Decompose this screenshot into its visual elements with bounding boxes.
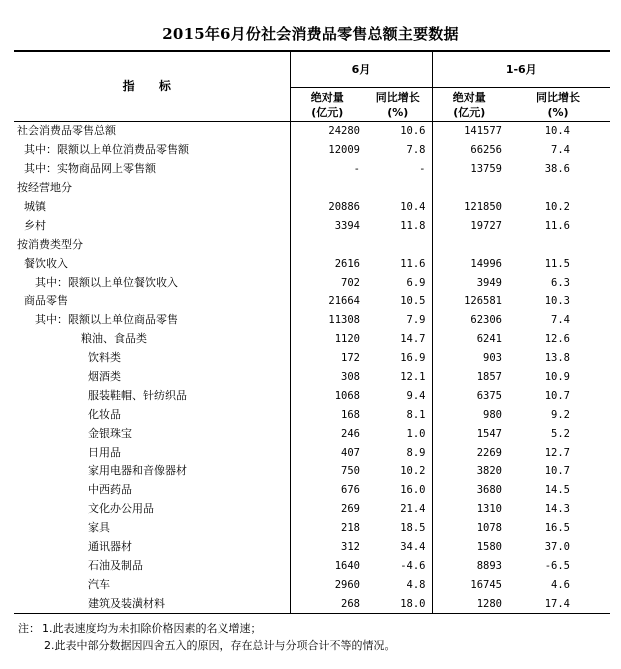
june-value-cell: 24280 — [328, 125, 360, 138]
h1-growth-cell — [506, 179, 610, 198]
june-value-cell: 3394 — [334, 219, 360, 232]
row-label: 按消费类型分 — [14, 235, 290, 254]
row-label: 化妆品 — [14, 405, 290, 424]
h1-growth-cell: -6.5 — [544, 559, 570, 572]
table-row — [14, 594, 610, 613]
june-growth-cell: 4.8 — [364, 575, 432, 594]
table-row — [14, 179, 610, 198]
table-row — [14, 273, 610, 292]
row-label: 商品零售 — [14, 292, 290, 311]
header-line-unit: (亿元) — [453, 105, 486, 119]
june-growth-cell: 10.5 — [364, 292, 432, 311]
june-growth-cell: 11.6 — [364, 254, 432, 273]
june-value-cell — [290, 179, 364, 198]
h1-value-cell: 1310 — [476, 503, 502, 516]
row-label: 家用电器和音像器材 — [14, 462, 290, 481]
h1-value-cell: 62306 — [470, 314, 502, 327]
h1-value-cell: 126581 — [464, 295, 502, 308]
june-growth-cell: 6.9 — [364, 273, 432, 292]
june-growth-cell: 10.2 — [364, 462, 432, 481]
h1-value-cell: 16745 — [470, 578, 502, 591]
june-value-cell: 20886 — [328, 201, 360, 213]
june-growth-header — [364, 88, 432, 122]
table-row — [14, 292, 610, 311]
table-body — [14, 122, 610, 614]
june-growth-cell: 10.4 — [364, 198, 432, 217]
h1-value-cell: 13759 — [470, 163, 502, 176]
h1-growth-cell: 12.6 — [544, 333, 570, 346]
h1-growth-cell: 11.6 — [544, 219, 570, 232]
table-row — [14, 330, 610, 349]
june-growth-cell: 7.8 — [364, 141, 432, 160]
june-value-cell: 12009 — [328, 144, 360, 157]
june-growth-cell: 9.4 — [364, 386, 432, 405]
row-label: 其中：限额以上单位消费品零售额 — [14, 141, 290, 160]
table-row — [14, 349, 610, 368]
row-label: 其中：实物商品网上零售额 — [14, 160, 290, 179]
h1-value-cell: 3949 — [476, 276, 502, 289]
h1-value-cell: 2269 — [476, 446, 502, 459]
h1-value-cell: 1078 — [476, 522, 502, 535]
footnote-1 — [16, 620, 396, 637]
table-row — [14, 216, 610, 235]
h1-growth-cell: 10.2 — [544, 201, 570, 213]
h1-growth-cell: 7.4 — [551, 314, 570, 327]
header-line-unit: (%) — [547, 105, 569, 119]
june-growth-cell: 16.0 — [364, 481, 432, 500]
h1-growth-cell: 9.2 — [551, 408, 570, 421]
header-line-unit: (%) — [387, 105, 409, 119]
header-line-unit: (亿元) — [311, 105, 344, 119]
h1-growth-cell: 10.3 — [544, 295, 570, 308]
row-label: 烟酒类 — [14, 368, 290, 387]
h1-value-cell: 3820 — [476, 465, 502, 478]
footnote-prefix: 注： — [18, 622, 40, 635]
h1-growth-cell: 4.6 — [551, 578, 570, 591]
h1-value-cell — [432, 235, 506, 254]
h1-growth-cell: 14.5 — [544, 484, 570, 497]
header-line-main: 绝对量 — [452, 90, 486, 104]
june-value-cell: 172 — [341, 352, 360, 365]
row-label: 城镇 — [14, 198, 290, 217]
h1-value-cell: 19727 — [470, 219, 502, 232]
h1-growth-cell: 13.8 — [544, 352, 570, 365]
june-value-cell: 2960 — [334, 578, 360, 591]
table-row — [14, 575, 610, 594]
june-value-cell: 168 — [341, 408, 360, 421]
h1-value-cell — [432, 179, 506, 198]
h1-value-cell: 141577 — [464, 125, 502, 138]
h1-growth-cell: 14.3 — [544, 503, 570, 516]
table-row — [14, 386, 610, 405]
june-value-cell: 246 — [341, 427, 360, 440]
header-line-main: 绝对量 — [310, 90, 344, 104]
h1-growth-cell: 10.7 — [544, 389, 570, 402]
h1-value-cell: 1580 — [476, 541, 502, 554]
table-row — [14, 122, 610, 141]
h1-growth-cell: 38.6 — [544, 163, 570, 176]
row-label: 金银珠宝 — [14, 424, 290, 443]
june-value-cell — [290, 235, 364, 254]
table-row — [14, 462, 610, 481]
h1-value-cell: 1547 — [476, 427, 502, 440]
h1-value-header — [432, 88, 506, 122]
row-label: 按经营地分 — [14, 179, 290, 198]
june-growth-cell: 12.1 — [364, 368, 432, 387]
june-growth-cell: 18.0 — [364, 594, 432, 613]
h1-value-cell: 8893 — [476, 559, 502, 572]
row-label: 其中：限额以上单位商品零售 — [14, 311, 290, 330]
june-growth-cell — [364, 235, 432, 254]
june-growth-cell: 14.7 — [364, 330, 432, 349]
table-row — [14, 556, 610, 575]
table-row — [14, 443, 610, 462]
table-row — [14, 368, 610, 387]
june-growth-cell: 16.9 — [364, 349, 432, 368]
h1-value-cell: 66256 — [470, 144, 502, 157]
table-row — [14, 198, 610, 217]
h1-value-cell: 1280 — [432, 594, 506, 613]
h1-growth-cell: 10.7 — [544, 465, 570, 478]
h1-group-header: 1-6月 — [432, 51, 610, 88]
june-value-cell: 11308 — [328, 314, 360, 327]
h1-growth-cell: 17.4 — [506, 594, 610, 613]
june-group-header: 6月 — [290, 51, 432, 88]
h1-growth-cell: 6.3 — [551, 276, 570, 289]
table-row — [14, 311, 610, 330]
h1-value-cell: 903 — [483, 352, 502, 365]
row-label: 通讯器材 — [14, 538, 290, 557]
june-growth-cell: - — [364, 160, 432, 179]
row-label: 乡村 — [14, 216, 290, 235]
row-label: 文化办公用品 — [14, 500, 290, 519]
footnote-2: 2.此表中部分数据因四舍五入的原因，存在总计与分项合计不等的情况。 — [44, 639, 396, 652]
h1-value-cell: 1857 — [476, 371, 502, 384]
h1-value-cell: 980 — [483, 408, 502, 421]
june-value-cell: 269 — [341, 503, 360, 516]
row-label: 汽车 — [14, 575, 290, 594]
h1-growth-cell: 11.5 — [544, 257, 570, 270]
row-label: 社会消费品零售总额 — [14, 122, 290, 141]
june-value-cell: 308 — [341, 371, 360, 384]
june-value-cell: 218 — [341, 522, 360, 535]
h1-growth-cell: 10.9 — [544, 371, 570, 384]
h1-value-cell: 6375 — [476, 389, 502, 402]
table-row — [14, 254, 610, 273]
row-label: 家具 — [14, 519, 290, 538]
row-label: 其中：限额以上单位餐饮收入 — [14, 273, 290, 292]
row-label: 饮料类 — [14, 349, 290, 368]
h1-value-cell: 6241 — [476, 333, 502, 346]
june-growth-cell: 10.6 — [364, 122, 432, 141]
row-label: 服装鞋帽、针纺织品 — [14, 386, 290, 405]
june-value-cell: 750 — [341, 465, 360, 478]
table-row — [14, 405, 610, 424]
header-line-main: 同比增长 — [375, 90, 420, 104]
footnote-1-text: 1.此表速度均为未扣除价格因素的名义增速； — [42, 622, 262, 635]
june-value-header — [290, 88, 364, 122]
june-value-cell: 1640 — [334, 559, 360, 572]
h1-growth-cell: 5.2 — [551, 427, 570, 440]
june-growth-cell: 21.4 — [364, 500, 432, 519]
june-growth-cell: 1.0 — [364, 424, 432, 443]
table-row — [14, 500, 610, 519]
table-row — [14, 160, 610, 179]
june-growth-cell: 7.9 — [364, 311, 432, 330]
h1-growth-cell — [506, 235, 610, 254]
june-growth-cell: 8.1 — [364, 405, 432, 424]
row-label: 粮油、食品类 — [14, 330, 290, 349]
row-label: 中西药品 — [14, 481, 290, 500]
june-value-cell: 1068 — [334, 389, 360, 402]
row-label: 石油及制品 — [14, 556, 290, 575]
table-row — [14, 235, 610, 254]
header-line-main: 同比增长 — [536, 90, 580, 104]
h1-value-cell: 14996 — [470, 257, 502, 270]
footnotes — [16, 620, 396, 654]
june-value-cell: - — [353, 163, 360, 176]
h1-value-cell: 3680 — [476, 484, 502, 497]
h1-growth-cell: 37.0 — [544, 541, 570, 554]
h1-growth-cell: 16.5 — [544, 522, 570, 535]
table-row — [14, 424, 610, 443]
june-growth-cell: 11.8 — [364, 216, 432, 235]
june-growth-cell — [364, 179, 432, 198]
june-growth-cell: -4.6 — [364, 556, 432, 575]
h1-value-cell: 121850 — [464, 201, 502, 213]
table-row — [14, 519, 610, 538]
h1-growth-cell: 7.4 — [551, 144, 570, 157]
june-growth-cell: 34.4 — [364, 538, 432, 557]
h1-growth-header — [506, 88, 610, 122]
retail-sales-table — [14, 50, 610, 614]
june-value-cell: 1120 — [334, 333, 360, 346]
row-label: 建筑及装潢材料 — [14, 594, 290, 613]
june-value-cell: 312 — [341, 541, 360, 554]
june-value-cell: 2616 — [334, 257, 360, 270]
june-growth-cell: 8.9 — [364, 443, 432, 462]
table-row — [14, 538, 610, 557]
june-value-cell: 21664 — [328, 295, 360, 308]
june-growth-cell: 18.5 — [364, 519, 432, 538]
june-value-cell: 702 — [341, 276, 360, 289]
h1-growth-cell: 12.7 — [544, 446, 570, 459]
table-row — [14, 141, 610, 160]
table-row — [14, 481, 610, 500]
june-value-cell: 676 — [341, 484, 360, 497]
h1-growth-cell: 10.4 — [544, 125, 570, 138]
table-title: 2015年6月份社会消费品零售总额主要数据 — [162, 25, 459, 43]
june-value-cell: 268 — [290, 594, 364, 613]
june-value-cell: 407 — [341, 446, 360, 459]
row-label: 餐饮收入 — [14, 254, 290, 273]
indicator-header: 指 标 — [14, 51, 290, 122]
row-label: 日用品 — [14, 443, 290, 462]
